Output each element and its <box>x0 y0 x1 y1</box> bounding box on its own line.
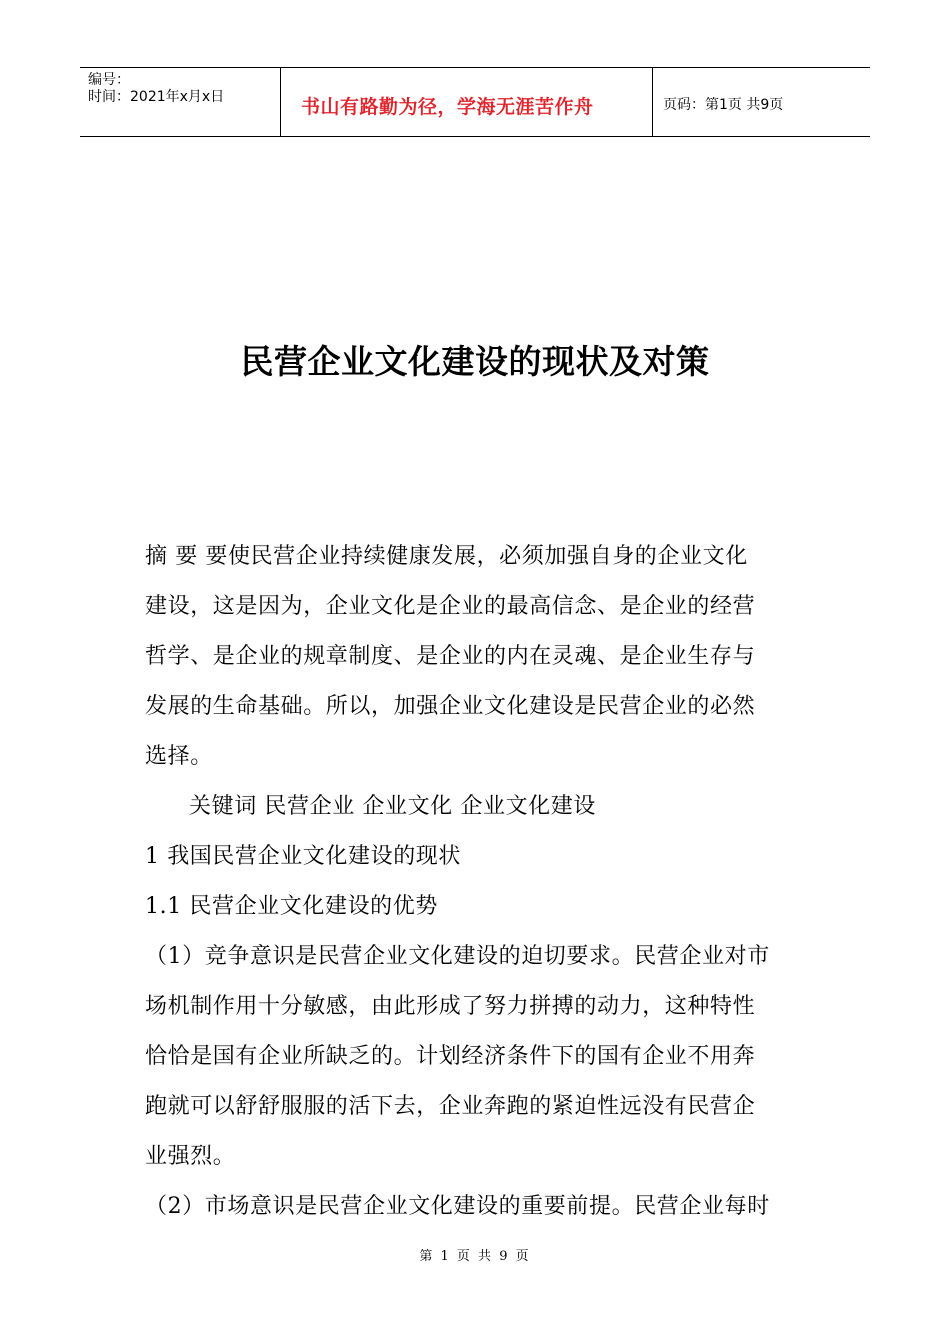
abstract-line: 发展的生命基础。所以，加强企业文化建设是民营企业的必然 <box>145 694 756 719</box>
subsection-heading: 1.1 民营企业文化建设的优势 <box>145 894 438 919</box>
page-info: 页码：第1页 共9页 <box>663 97 784 113</box>
document-title: 民营企业文化建设的现状及对策 <box>240 342 710 381</box>
abstract-line: 建设，这是因为，企业文化是企业的最高信念、是企业的经营 <box>145 594 756 619</box>
date-label: 时间：2021年x月x日 <box>88 89 225 105</box>
paragraph-line: 场机制作用十分敏感，由此形成了努力拼搏的动力，这种特性 <box>145 994 756 1019</box>
paragraph-line: 恰恰是国有企业所缺乏的。计划经济条件下的国有企业不用奔 <box>145 1044 756 1069</box>
document-body <box>145 532 805 1232</box>
document-header <box>80 67 870 137</box>
page-footer: 第 1 页 共 9 页 <box>419 1249 531 1264</box>
paragraph-line: 业强烈。 <box>145 1144 236 1169</box>
motto-text: 书山有路勤为径，学海无涯苦作舟 <box>301 95 594 118</box>
abstract-line: 摘 要 要使民营企业持续健康发展，必须加强自身的企业文化 <box>145 544 748 569</box>
section-heading: 1 我国民营企业文化建设的现状 <box>145 844 461 869</box>
paragraph-line: 跑就可以舒舒服服的活下去，企业奔跑的紧迫性远没有民营企 <box>145 1094 756 1119</box>
abstract-line: 哲学、是企业的规章制度、是企业的内在灵魂、是企业生存与 <box>145 644 756 669</box>
keywords-line: 关键词 民营企业 企业文化 企业文化建设 <box>189 794 596 819</box>
paragraph-line: （2）市场意识是民营企业文化建设的重要前提。民营企业每时 <box>145 1194 770 1219</box>
number-label: 编号： <box>88 72 130 88</box>
paragraph-line: （1）竞争意识是民营企业文化建设的迫切要求。民营企业对市 <box>145 944 770 969</box>
header-motto-cell <box>281 68 653 136</box>
abstract-line: 选择。 <box>145 744 213 769</box>
header-meta-cell <box>80 68 281 136</box>
header-page-cell <box>653 68 870 136</box>
